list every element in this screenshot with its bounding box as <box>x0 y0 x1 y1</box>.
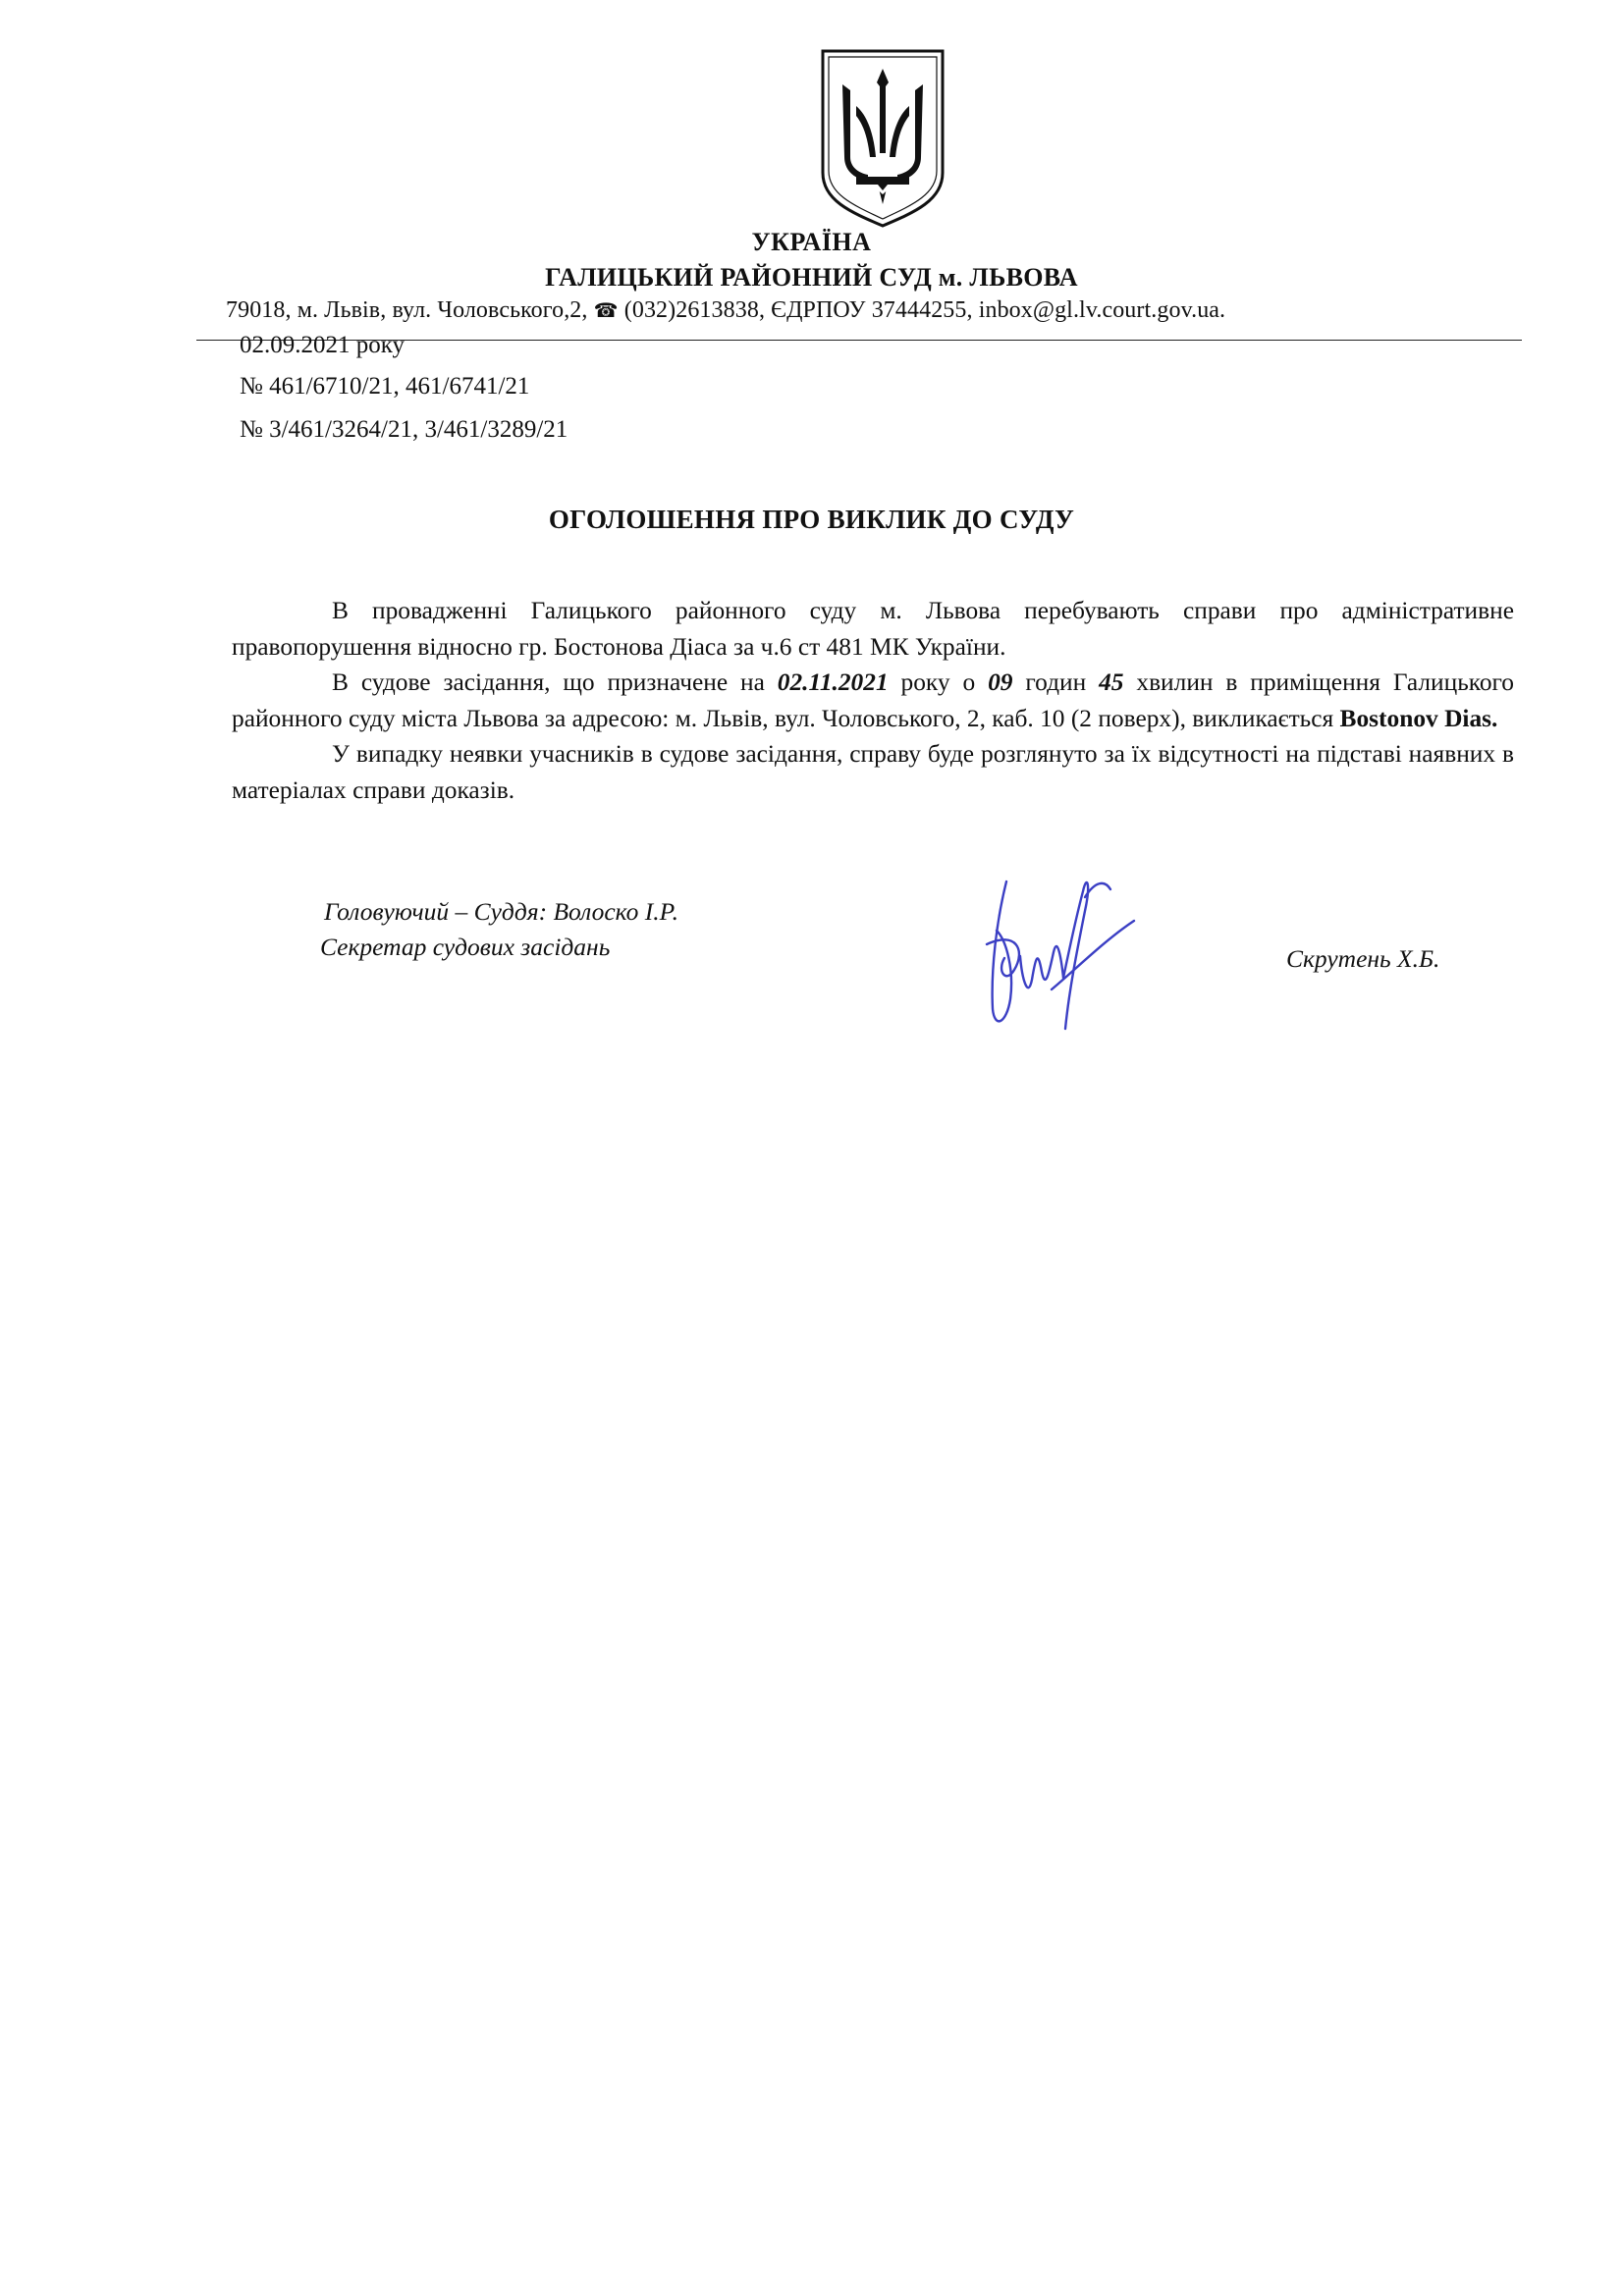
p2-text-d: хвилин в приміщення Галицького районного суду міста Львова за адресою: м. Львів, вул. Чоловського, 2, каб. 10 (2 поверх), викликається <box>232 668 1514 732</box>
court-address <box>226 297 1492 324</box>
address-prefix: 79018, м. Львів, вул. Чоловського,2, <box>226 297 588 323</box>
coat-of-arms-icon <box>817 47 948 230</box>
phone-icon: ☎ <box>593 300 619 322</box>
case-numbers-1: № 461/6710/21, 461/6741/21 <box>240 373 530 400</box>
paragraph-1: В провадженні Галицького районного суду м. Львова перебувають справи про адміністративне правопорушення відносно гр. Бостонова Діаса за ч.6 ст 481 МК України. <box>232 597 1514 661</box>
notice-body <box>232 593 1514 808</box>
court-name: ГАЛИЦЬКИЙ РАЙОННИЙ СУД м. ЛЬВОВА <box>545 263 1078 292</box>
paragraph-2 <box>232 665 1514 736</box>
p2-text-c: годин <box>1012 668 1100 696</box>
address-suffix: , ЄДРПОУ 37444255, inbox@gl.lv.court.gov.ua. <box>758 297 1226 323</box>
summoned-person: Bostonov Dias. <box>1339 704 1498 732</box>
p2-text-a: В судове засідання, що призначене на <box>332 668 778 696</box>
p2-text-b: року о <box>888 668 989 696</box>
judge-signature-line: Головуючий – Суддя: Волоско І.Р. <box>324 897 678 926</box>
secretary-title: Секретар судових засідань <box>320 933 611 961</box>
document-date: 02.09.2021 року <box>240 332 406 358</box>
notice-title: ОГОЛОШЕННЯ ПРО ВИКЛИК ДО СУДУ <box>548 505 1075 534</box>
handwritten-signature <box>967 862 1139 1037</box>
hearing-date: 02.11.2021 <box>777 668 889 696</box>
paragraph-3: У випадку неявки учасників в судове засідання, справу буде розглянуто за їх відсутності на підставі наявних в матеріалах справи доказів. <box>232 740 1514 804</box>
secretary-name: Скрутень Х.Б. <box>1286 944 1440 973</box>
phone-number: (032)2613838 <box>623 297 759 323</box>
case-numbers-2: № 3/461/3264/21, 3/461/3289/21 <box>240 416 568 443</box>
hearing-minutes: 45 <box>1099 668 1124 696</box>
country-title: УКРАЇНА <box>751 228 872 256</box>
hearing-hours: 09 <box>988 668 1013 696</box>
